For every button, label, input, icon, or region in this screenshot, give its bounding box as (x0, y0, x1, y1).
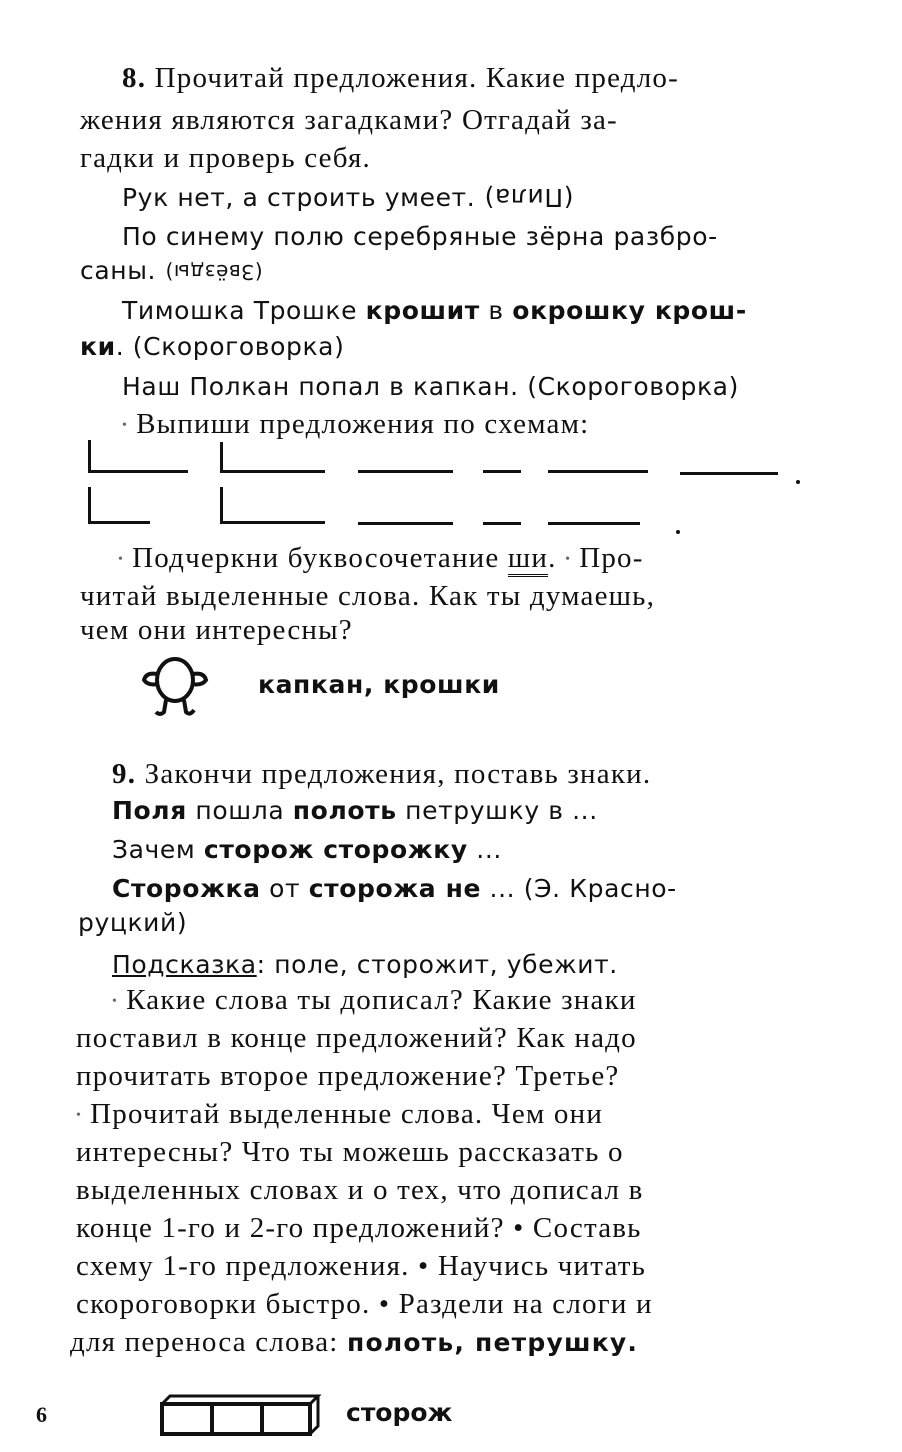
mascot-words: капкан, крошки (258, 670, 500, 699)
exercise-9-question-line-3: прочитать второе предложение? Третье? (76, 1060, 620, 1092)
hint: Подсказка: поле, сторожит, убежит. (112, 950, 618, 979)
exercise-9-question-line-2: поставил в конце предложений? Как надо (76, 1022, 637, 1054)
tongue-twister-2: Наш Полкан попал в капкан. (Скороговорка) (122, 372, 739, 401)
exercise-9-number: 9. (112, 758, 137, 790)
riddle-2-answer: (Звёзды) (164, 260, 263, 284)
task-underline-line-3: чем они интересны? (80, 614, 353, 646)
exercise-9-question-line-10: для переноса слова: полоть, петрушку. (70, 1326, 639, 1358)
bullet-icon: • (122, 418, 129, 434)
exercise-9-instruction: 9. Закончи предложения, поставь знаки. (112, 758, 652, 790)
exercise-9-question-line-4: • Прочитай выделенные слова. Чем они (76, 1098, 604, 1130)
exercise-9-question-line-8: схему 1-го предложения. • Научись читать (76, 1250, 647, 1282)
exercise-8-instruction-line-2: жения являются загадками? Отгадай за- (80, 104, 618, 136)
exercise-9-question-line-5: интересны? Что ты можешь рассказать о (76, 1136, 624, 1168)
mascot-character-icon (140, 652, 210, 722)
exercise-9-question-line-1: • Какие слова ты дописал? Какие знаки (112, 984, 637, 1016)
riddle-2-line-1: По синему полю серебряные зёрна разбро- (122, 222, 718, 251)
exercise-9-question-line-9: скороговорки быстро. • Раздели на слоги и (76, 1288, 653, 1320)
exercise-9-sentence-3-line-2: руцкий) (78, 908, 188, 937)
underlined-letters: ши (508, 542, 548, 577)
bullet-icon: • (76, 1108, 83, 1124)
exercise-8-instruction-line-3: гадки и проверь себя. (80, 142, 371, 174)
bullet-icon: • (565, 552, 572, 568)
riddle-1-answer: (Пила) (483, 183, 574, 212)
task-underline-line-1: • Подчеркни буквосочетание ши. • Про- (118, 542, 644, 575)
vocabulary-word: сторож (346, 1398, 453, 1427)
vocabulary-word-box-icon (158, 1392, 324, 1438)
syllable-words: полоть, петрушку. (347, 1328, 639, 1357)
tongue-twister-1-line-1: Тимошка Трошке крошит в окрошку крош- (122, 296, 747, 325)
exercise-8-number: 8. (122, 62, 147, 94)
riddle-1: Рук нет, а строить умеет. (Пила) (122, 183, 574, 212)
exercise-8-instruction-line-1: 8. Прочитай предложения. Какие предло- (122, 62, 679, 94)
hint-label: Подсказка (112, 950, 257, 979)
exercise-9-question-line-6: выделенных словах и о тех, что дописал в (76, 1174, 644, 1206)
exercise-9-question-line-7: конце 1-го и 2-го предложений? • Составь (76, 1212, 642, 1244)
exercise-9-sentence-3-line-1: Сторожка от сторожа не ... (Э. Красно- (112, 874, 677, 903)
task-write-by-schema: • Выпиши предложения по схемам: (122, 408, 590, 440)
bullet-icon: • (112, 994, 119, 1010)
page-number: 6 (36, 1402, 47, 1427)
exercise-9-sentence-2: Зачем сторож сторожку ... (112, 835, 502, 864)
riddle-2-line-2: саны. (Звёзды) (80, 256, 263, 285)
exercise-9-sentence-1: Поля пошла полоть петрушку в ... (112, 796, 598, 825)
task-underline-line-2: читай выделенные слова. Как ты думаешь, (80, 580, 656, 612)
tongue-twister-1-line-2: ки. (Скороговорка) (80, 332, 345, 361)
bullet-icon: • (118, 552, 125, 568)
